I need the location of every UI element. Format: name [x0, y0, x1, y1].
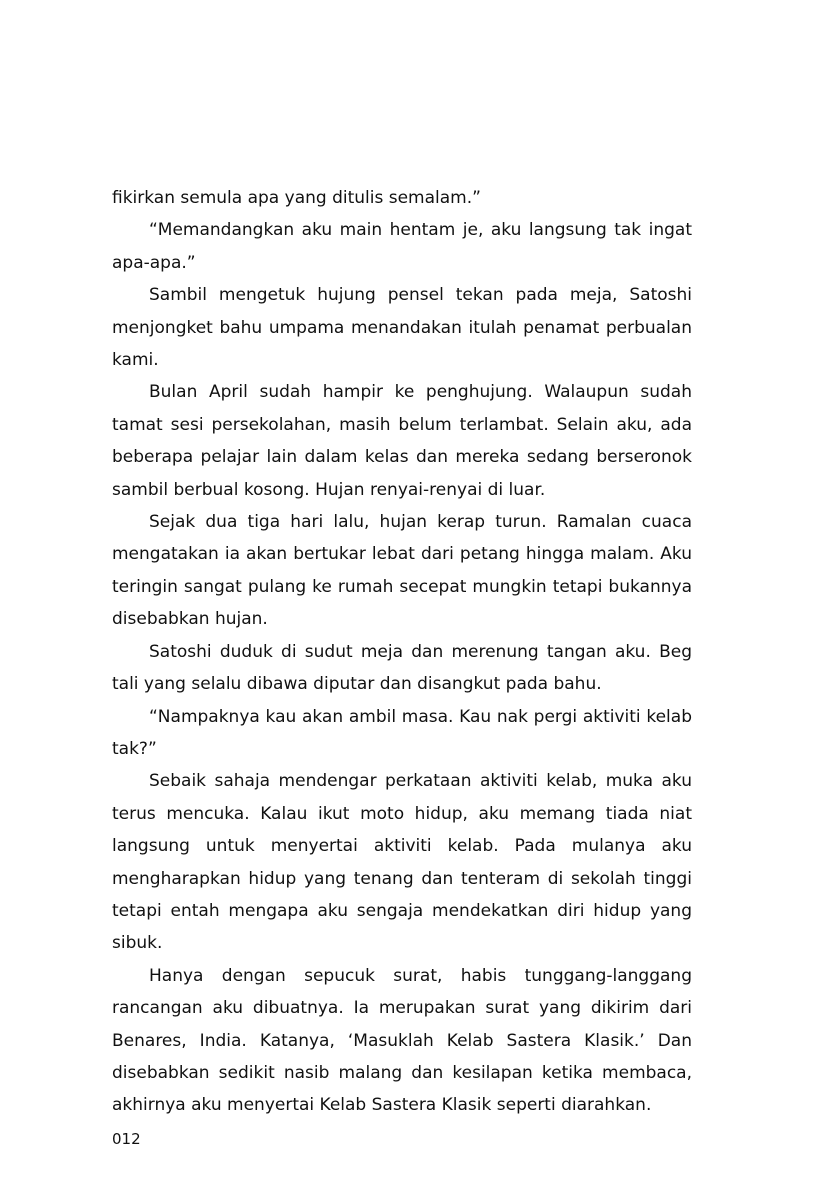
paragraph: Sejak dua tiga hari lalu, hujan kerap turun. Ramalan cuaca mengatakan ia akan bertukar lebat dari petang hingga malam. Aku teringin sangat pulang ke rumah secepat mungkin tetapi bukannya disebabkan hujan.: [112, 512, 692, 630]
paragraph: Bulan April sudah hampir ke penghujung. Walaupun sudah tamat sesi persekolahan, masih belum terlambat. Selain aku, ada beberapa pelajar lain dalam kelas dan mereka sedang berseronok sambil berbual kosong. Hujan renyai-renyai di luar.: [112, 382, 692, 500]
paragraph: “Nampaknya kau akan ambil masa. Kau nak pergi aktiviti kelab tak?”: [112, 706, 692, 759]
paragraph: Sambil mengetuk hujung pensel tekan pada meja, Satoshi menjongket bahu umpama menandakan itulah penamat perbualan kami.: [112, 285, 692, 371]
paragraph: Satoshi duduk di sudut meja dan merenung tangan aku. Beg tali yang selalu dibawa diputar dan disangkut pada bahu.: [112, 641, 692, 695]
paragraph: fikirkan semula apa yang ditulis semalam.”: [112, 188, 481, 208]
paragraph: Sebaik sahaja mendengar perkataan aktiviti kelab, muka aku terus mencuka. Kalau ikut moto hidup, aku memang tiada niat langsung untuk menyertai aktiviti kelab. Pada mulanya aku mengharapkan hidup yang tenang dan tenteram di sekolah tinggi tetapi entah mengapa aku sengaja mendekatkan diri hidup yang sibuk.: [112, 771, 692, 954]
paragraph: Hanya dengan sepucuk surat, habis tunggang-langgang rancangan aku dibuatnya. Ia merupakan surat yang dikirim dari Benares, India. Katanya, ‘Masuklah Kelab Sastera Klasik.’ Dan disebabkan sedikit nasib malang dan kesilapan ketika membaca, akhirnya aku menyertai Kelab Sastera Klasik seperti diarahkan.: [112, 965, 692, 1116]
paragraph: “Memandangkan aku main hentam je, aku langsung tak ingat apa-apa.”: [112, 220, 692, 273]
page-number: 012: [112, 1130, 141, 1148]
page-body-text: [112, 182, 692, 1122]
